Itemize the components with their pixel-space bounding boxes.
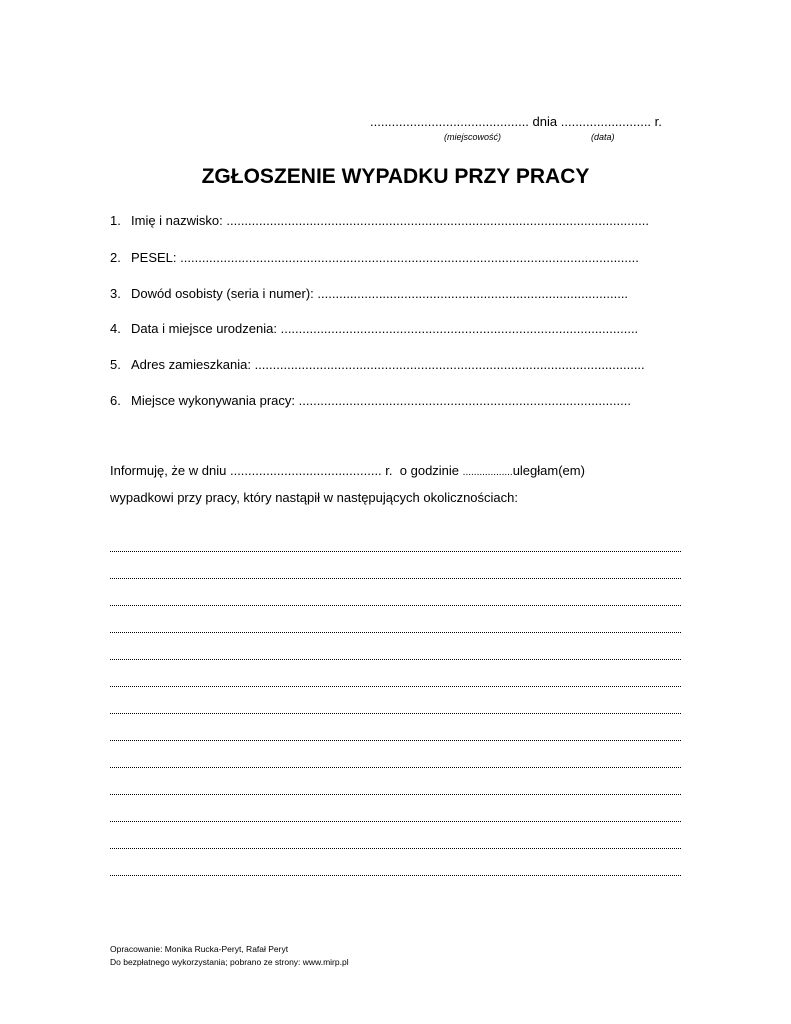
dnia-label: dnia — [532, 114, 558, 129]
blank-line — [110, 819, 681, 822]
field-label: Imię i nazwisko: — [131, 213, 223, 228]
place-dots: ............................................ — [370, 114, 529, 129]
field-number: 5. — [110, 357, 121, 372]
field-label: Data i miejsce urodzenia: — [131, 321, 277, 336]
blank-line — [110, 576, 681, 579]
blank-line — [110, 792, 681, 795]
field-row-pesel — [110, 250, 639, 265]
statement-time-dots: .................. — [462, 467, 513, 478]
field-row-workplace — [110, 393, 631, 408]
place-caption: (miejscowość) — [444, 132, 502, 142]
blank-line — [110, 846, 681, 849]
date-caption: (data) — [591, 132, 615, 142]
blank-line — [110, 603, 681, 606]
field-dots: ............................................................................................ — [298, 393, 631, 408]
year-suffix: r. — [654, 114, 662, 129]
date-dots: ......................... — [560, 114, 652, 129]
field-row-name — [110, 213, 649, 228]
field-number: 6. — [110, 393, 121, 408]
blank-line — [110, 657, 681, 660]
footer-credits: Opracowanie: Monika Rucka-Peryt, Rafał Peryt — [110, 944, 289, 954]
field-dots: ............................................................................................................................... — [180, 250, 639, 265]
field-dots: ................................................................................................... — [280, 321, 639, 336]
blank-line — [110, 711, 681, 714]
field-dots: ...................................................................................... — [317, 286, 629, 301]
statement-line-1 — [110, 463, 585, 478]
field-label: PESEL: — [131, 250, 177, 265]
footer-source: Do bezpłatnego wykorzystania; pobrano ze strony: www.mirp.pl — [110, 957, 349, 967]
blank-line — [110, 765, 681, 768]
statement-date-dots: .......................................... — [229, 463, 382, 478]
statement-o-godzinie: o godzinie — [399, 463, 460, 478]
field-label: Dowód osobisty (seria i numer): — [131, 286, 314, 301]
statement-line-2: wypadkowi przy pracy, który nastąpił w następujących okolicznościach: — [110, 490, 518, 505]
field-dots: ............................................................................................................ — [254, 357, 645, 372]
blank-line — [110, 549, 681, 552]
field-row-address — [110, 357, 645, 372]
field-number: 4. — [110, 321, 121, 336]
field-dots: ..................................................................................................................... — [226, 213, 649, 228]
field-row-id-card — [110, 286, 628, 301]
statement-r: r. — [385, 463, 393, 478]
statement-ulegl: uległam(em) — [512, 463, 585, 478]
blank-line — [110, 684, 681, 687]
field-number: 3. — [110, 286, 121, 301]
field-row-birth — [110, 321, 638, 336]
blank-line — [110, 873, 681, 876]
blank-line — [110, 738, 681, 741]
statement-informuje: Informuję, że w dniu — [110, 463, 227, 478]
field-label: Miejsce wykonywania pracy: — [131, 393, 296, 408]
document-title: ZGŁOSZENIE WYPADKU PRZY PRACY — [201, 165, 590, 188]
place-date-line — [370, 114, 662, 129]
field-label: Adres zamieszkania: — [131, 357, 251, 372]
field-number: 2. — [110, 250, 121, 265]
field-number: 1. — [110, 213, 121, 228]
blank-line — [110, 630, 681, 633]
